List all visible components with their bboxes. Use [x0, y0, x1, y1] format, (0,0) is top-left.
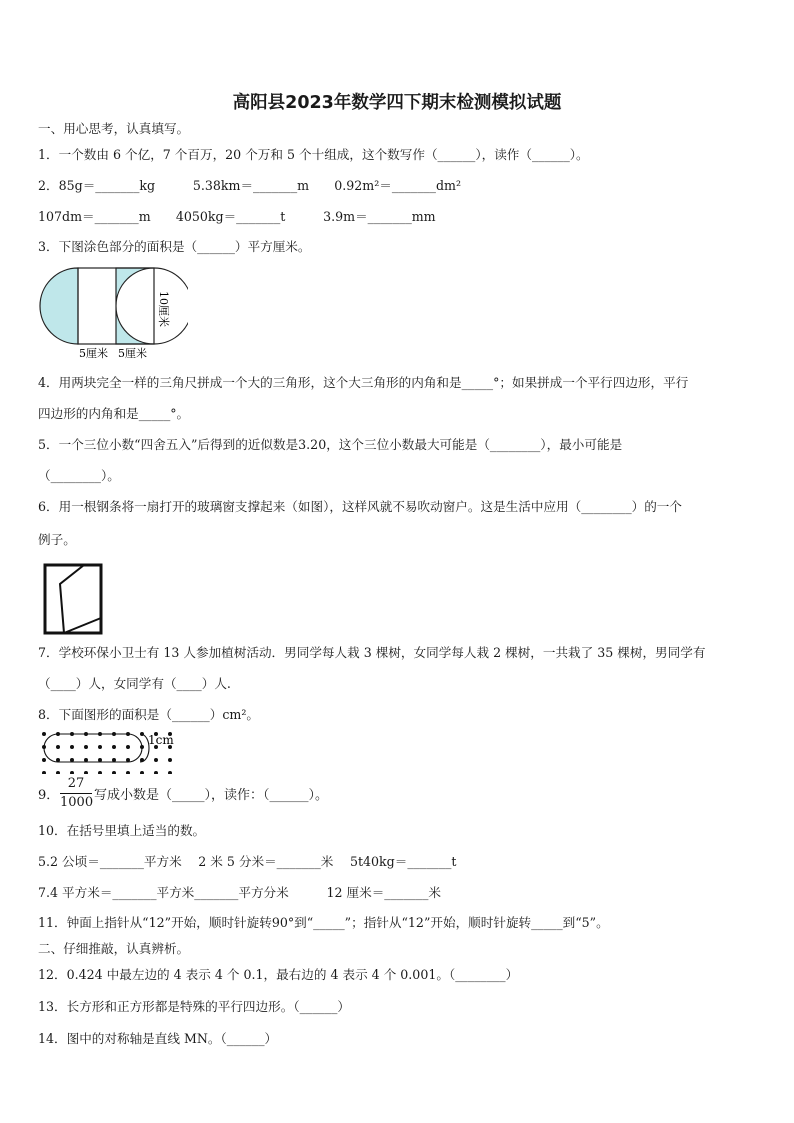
grid-dot	[56, 771, 60, 774]
fraction-bar	[60, 793, 92, 794]
grid-dot	[42, 771, 46, 774]
page-title: 高阳县2023年数学四下期末检测模拟试题	[232, 93, 562, 113]
grid-dot	[112, 745, 116, 749]
question-6-line-1: 6．用一根钢条将一扇打开的玻璃窗支撑起来（如图），这样风就不易吹动窗户。这是生活中应用（________）的一个	[38, 499, 682, 514]
q8-scale-label: 1cm	[148, 733, 174, 747]
q3-shaded-strip	[116, 268, 154, 344]
grid-dot	[140, 771, 144, 774]
question-2-line-1: 2．85g＝_______kg 5.38km＝_______m 0.92m²＝_______dm²	[38, 178, 462, 193]
question-8: 8．下面图形的面积是（______）cm²。	[38, 707, 259, 722]
fraction	[60, 776, 92, 811]
question-6-line-2: 例子。	[38, 532, 76, 547]
grid-dot	[98, 771, 102, 774]
window-pane	[60, 565, 84, 633]
fraction-denominator: 1000	[60, 795, 94, 810]
question-10: 10．在括号里填上适当的数。	[38, 823, 206, 838]
section-heading-2: 二、仔细推敲，认真辨析。	[38, 941, 190, 956]
grid-dot	[70, 758, 74, 762]
grid-dot	[126, 771, 130, 774]
q3-label-bottom-left: 5厘米	[79, 347, 108, 360]
question-9-text: 写成小数是（_____），读作：（______）。	[94, 788, 329, 803]
q8-dot-grid-figure	[36, 728, 186, 774]
q3-label-bottom-right: 5厘米	[118, 347, 147, 360]
grid-dot	[112, 771, 116, 774]
question-2-line-2: 107dm＝_______m 4050kg＝_______t 3.9m＝_______mm	[38, 209, 436, 224]
grid-dot	[154, 771, 158, 774]
window-frame	[45, 565, 101, 633]
grid-dot	[98, 758, 102, 762]
grid-dot	[84, 758, 88, 762]
question-10-line-2: 7.4 平方米＝_______平方米_______平方分米 12 厘米＝_______米	[38, 885, 441, 900]
grid-dot	[126, 745, 130, 749]
grid-dot	[112, 758, 116, 762]
question-5-line-2: （________）。	[38, 468, 120, 483]
grid-dot	[84, 771, 88, 774]
question-5-line-1: 5．一个三位小数“四舍五入”后得到的近似数是3.20，这个三位小数最大可能是（________），最小可能是	[38, 437, 623, 452]
grid-dot	[154, 758, 158, 762]
grid-dot	[56, 745, 60, 749]
q3-left-semicircle	[40, 268, 78, 344]
grid-dot	[70, 745, 74, 749]
window-support-rod	[64, 618, 101, 633]
grid-dot	[70, 771, 74, 774]
question-7-line-1: 7．学校环保小卫士有 13 人参加植树活动．男同学每人栽 3 棵树，女同学每人栽 2 棵树，一共栽了 35 棵树，男同学有	[38, 645, 706, 660]
q3-figure	[38, 265, 188, 365]
question-12: 12．0.424 中最左边的 4 表示 4 个 0.1，最右边的 4 表示 4 个 0.001。（________）	[38, 967, 519, 982]
grid-dot	[168, 758, 172, 762]
question-13: 13．长方形和正方形都是特殊的平行四边形。（______）	[38, 999, 350, 1014]
q3-label-right: 10厘米	[157, 291, 170, 327]
question-7-line-2: （____）人，女同学有（____）人.	[38, 676, 231, 691]
grid-dot	[84, 745, 88, 749]
question-4-line-1: 4．用两块完全一样的三角尺拼成一个大的三角形，这个大三角形的内角和是_____°；如果拼成一个平行四边形，平行	[38, 375, 689, 390]
question-4-line-2: 四边形的内角和是_____°。	[38, 406, 190, 421]
grid-dot	[98, 745, 102, 749]
question-1: 1．一个数由 6 个亿，7 个百万，20 个万和 5 个十组成，这个数写作（______），读作（______）。	[38, 147, 589, 162]
grid-dot	[168, 771, 172, 774]
grid-dot	[42, 732, 46, 736]
question-14: 14．图中的对称轴是直线 MN。（______）	[38, 1031, 278, 1046]
fraction-numerator: 27	[67, 776, 85, 791]
question-9-number: 9．	[38, 788, 60, 803]
question-3: 3．下图涂色部分的面积是（______）平方厘米。	[38, 239, 311, 254]
question-11: 11．钟面上指针从“12”开始，顺时针旋转90°到“_____”；指针从“12”开始，顺时针旋转_____到“5”。	[38, 915, 609, 930]
q6-window-figure	[40, 560, 110, 638]
grid-dot	[42, 758, 46, 762]
question-10-line-1: 5.2 公顷＝_______平方米 2 米 5 分米＝_______米 5t40kg＝_______t	[38, 854, 457, 869]
section-heading-1: 一、用心思考，认真填写。	[38, 121, 190, 136]
